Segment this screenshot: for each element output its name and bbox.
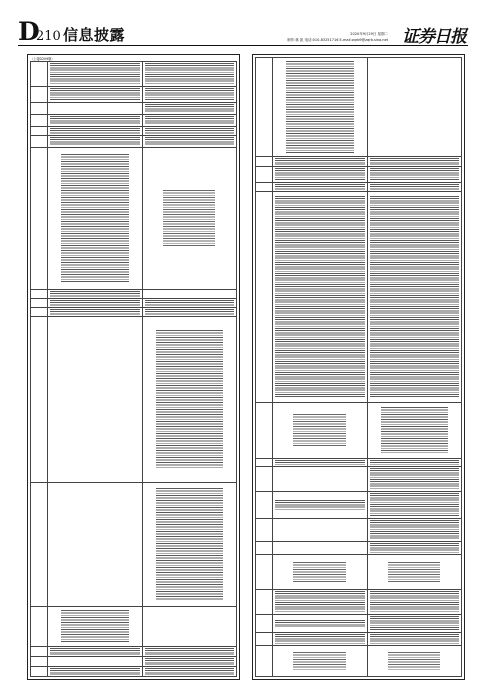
table-row [30, 298, 237, 308]
revised-text-block [163, 190, 215, 246]
table-row [255, 182, 462, 191]
section-letter: D [18, 17, 40, 46]
table-row [30, 102, 237, 114]
original-text-block [275, 158, 365, 165]
table-row [30, 482, 237, 605]
revised-text-block [370, 468, 459, 490]
revised-text-block [145, 88, 234, 101]
revised-text-block [381, 407, 448, 453]
table-row [255, 541, 462, 555]
table-row [255, 191, 462, 402]
revised-text-block [370, 591, 459, 613]
original-text-block [50, 116, 140, 125]
revised-text-block [370, 196, 459, 397]
revised-text-block [156, 488, 223, 600]
original-text-block [61, 154, 129, 283]
table-row [255, 491, 462, 518]
left-column-table-panel [27, 54, 240, 680]
revised-text-block [156, 330, 223, 469]
table-row [30, 646, 237, 656]
revised-text-block [145, 128, 234, 134]
amendment-table-right [255, 57, 462, 677]
table-row [255, 645, 462, 677]
table-row [30, 316, 237, 482]
original-text-block [50, 668, 140, 675]
table-row [255, 518, 462, 540]
header-rule [18, 45, 468, 46]
table-row [255, 614, 462, 633]
amendment-table-left [30, 61, 237, 677]
original-text-block [293, 652, 346, 670]
original-text-block [50, 88, 140, 101]
original-text-block [50, 291, 140, 297]
section-title: 信息披露 [63, 26, 126, 44]
revised-text-block [145, 137, 234, 146]
table-row [255, 156, 462, 166]
revised-text-block [370, 168, 459, 181]
original-text-block [50, 300, 140, 307]
revised-text-block [145, 104, 234, 113]
table-row [30, 666, 237, 677]
original-text-block [275, 184, 365, 190]
table-row [255, 466, 462, 491]
revised-text-block [370, 520, 459, 539]
revised-text-block [145, 116, 234, 125]
table-row [255, 554, 462, 589]
original-text-block [275, 500, 365, 511]
revised-text-block [370, 158, 459, 165]
revised-text-block [388, 652, 440, 670]
revised-text-block [370, 543, 459, 554]
original-text-block [286, 61, 354, 153]
revised-text-block [370, 460, 459, 466]
original-text-block [50, 128, 140, 134]
table-row [255, 632, 462, 644]
original-text-block [50, 63, 140, 85]
table-row [30, 61, 237, 86]
table-row [30, 86, 237, 102]
revised-text-block [145, 648, 234, 655]
original-text-block [275, 196, 365, 397]
table-row [30, 606, 237, 647]
revised-text-block [145, 63, 234, 85]
original-text-block [61, 610, 129, 643]
revised-text-block [145, 300, 234, 307]
table-row [255, 166, 462, 182]
table-row [255, 589, 462, 614]
original-text-block [50, 309, 140, 315]
original-text-block [293, 414, 346, 447]
table-row [30, 656, 237, 666]
table-row [255, 458, 462, 467]
original-text-block [275, 591, 365, 613]
revised-text-block [370, 634, 459, 643]
newspaper-logo: 证券日报 [402, 27, 466, 47]
original-text-block [275, 460, 365, 466]
table-row [30, 126, 237, 135]
revised-text-block [388, 562, 440, 582]
original-text-block [50, 137, 140, 146]
issue-date: 2020年9月29日 星期二 [350, 32, 388, 36]
revised-text-block [370, 493, 459, 517]
table-row [30, 307, 237, 316]
table-row [30, 147, 237, 289]
masthead [0, 0, 484, 52]
revised-text-block [370, 616, 459, 632]
original-text-block [293, 562, 346, 582]
original-text-block [50, 648, 140, 655]
page-number: 210 [36, 29, 61, 44]
continuation-label: （上接D209版） [30, 57, 55, 61]
revised-text-block [370, 184, 459, 190]
right-column-table-panel [252, 54, 465, 680]
original-text-block [275, 634, 365, 643]
revised-text-block [145, 668, 234, 675]
table-row [30, 135, 237, 147]
table-row [30, 289, 237, 298]
original-text-block [275, 620, 365, 627]
table-row [255, 402, 462, 458]
editor-contact: 制作:林 凯 电话:010-83251716 E-mail:zqrb9@zqrb.sina.net [287, 38, 388, 42]
original-text-block [275, 168, 365, 181]
revised-text-block [145, 309, 234, 315]
table-row [30, 114, 237, 126]
revised-text-block [145, 658, 234, 665]
table-row [255, 57, 462, 156]
